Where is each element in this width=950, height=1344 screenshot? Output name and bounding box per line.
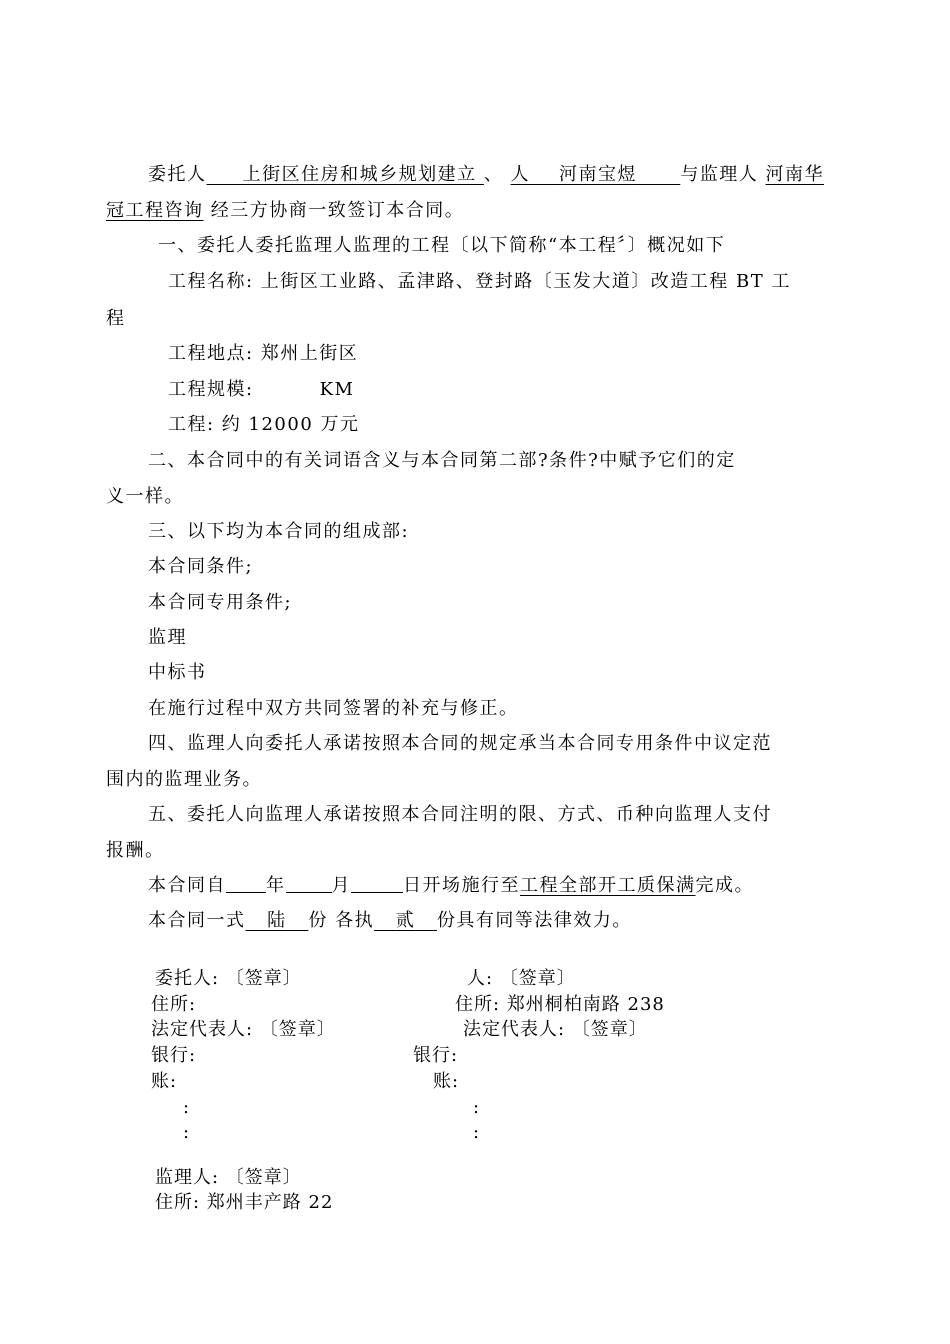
year-blank [226,874,266,893]
sig-party-colon: : [473,1122,481,1143]
sec4-line-1: 四、监理人向委托人承诺按照本合同的规定承当本合同专用条件中议定范 [148,733,772,754]
sec5-line-2: 报酬。 [106,840,165,861]
sec1-heading: 一、委托人委托监理人监理的工程〔以下简称“本工程〞〕概况如下 [158,235,726,256]
project-cost: 工程: 约 12000 万元 [168,414,360,435]
sec3-item: 在施行过程中双方共同签署的补充与修正。 [148,698,519,719]
copies-each [374,910,437,931]
sig-client-account: 账: [151,1071,178,1092]
month-blank [286,874,332,893]
sig-party-address: 住所: 郑州桐柏南路 238 [455,994,665,1015]
project-name-line-1: 工程名称: 上街区工业路、孟津路、登封路〔玉发大道〕改造工程 BT 工 [168,271,791,292]
sig-party-account: 账: [433,1071,460,1092]
sig-party-rep: 法定代表人: 〔签章〕 [463,1019,648,1040]
intro-client-label: 委托人 [148,164,207,185]
sec4-line-2: 围内的监理业务。 [106,769,262,790]
contractor-name-text: 河南宝煜 [558,164,637,185]
day-blank [351,874,403,893]
project-name-line-2: 程 [106,308,126,329]
contract-period [148,874,754,898]
day-label: 日开场施行至 [403,875,520,896]
sig-supervisor: 监理人: 〔签章〕 [155,1167,302,1188]
intro-agreement: 经三方协商一致签订本合同。 [210,200,465,221]
copies-each-text: 贰 [395,910,416,931]
sec3-item: 中标书 [148,662,207,683]
sec3-item: 本合同专用条件; [148,592,293,613]
sec5-line-1: 五、委托人向监理人承诺按照本合同注明的限、方式、币种向监理人支付 [148,804,772,825]
project-scale [168,378,354,402]
contractor-label: 人 [510,164,531,185]
intro-line-1 [148,163,824,187]
sec3-heading: 三、以下均为本合同的组成部: [148,521,410,542]
month-label: 月 [331,875,351,896]
contractor-name [511,164,681,185]
completion-scope: 工程全部开工质保满 [520,875,696,896]
sig-client-colon: : [183,1097,191,1118]
sec3-item: 监理 [148,627,187,648]
intro-line-2 [106,199,464,223]
copies-total [246,910,309,931]
period-suffix: 完成。 [695,875,754,896]
copies-total-text: 陆 [267,910,287,931]
sig-client-colon: : [183,1122,191,1143]
sig-client-rep: 法定代表人: 〔签章〕 [151,1019,336,1040]
copies-line [148,909,632,933]
sig-party-bank: 银行: [413,1045,459,1066]
project-scale-value: KM [319,379,355,400]
client-name [207,164,484,185]
period-prefix: 本合同自 [148,875,226,896]
supervisor-name-a: 河南华 [765,164,825,185]
sig-party-colon: : [473,1097,481,1118]
sec2-line-2: 义一样。 [106,486,184,507]
copies-mid: 份 各执 [308,910,375,931]
copies-suffix: 份具有同等法律效力。 [436,910,632,931]
intro-sep: 、 [483,164,504,185]
year-label: 年 [266,875,286,896]
sig-client-bank: 银行: [151,1045,197,1066]
sig-client: 委托人: 〔签章〕 [155,968,302,989]
project-scale-label: 工程规模: [168,379,254,400]
supervisor-label: 与监理人 [680,164,759,185]
copies-prefix: 本合同一式 [148,910,246,931]
client-name-text: 上街区住房和城乡规划建立 [242,164,477,185]
sec2-line-1: 二、本合同中的有关词语含义与本合同第二部?条件?中赋予它们的定 [148,450,736,471]
sig-party: 人: 〔签章〕 [467,968,576,989]
sig-client-address: 住所: [151,994,197,1015]
project-location: 工程地点: 郑州上街区 [168,343,359,364]
sec3-item: 本合同条件; [148,556,254,577]
supervisor-name-b: 冠工程咨询 [106,200,204,221]
sig-supervisor-address: 住所: 郑州丰产路 22 [155,1192,334,1213]
